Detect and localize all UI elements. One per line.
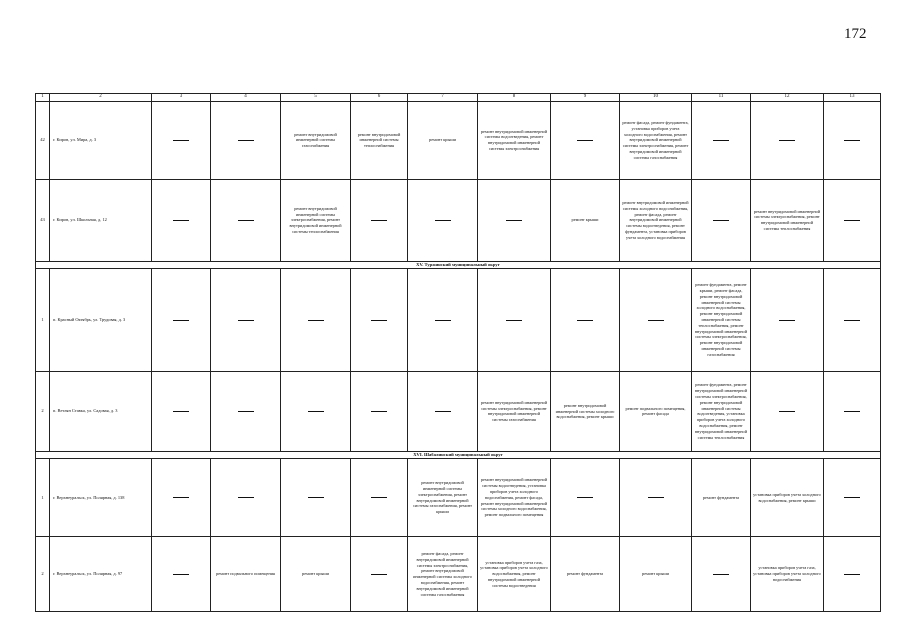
table-row [36, 537, 881, 612]
empty-dash [308, 497, 324, 498]
empty-dash [577, 497, 593, 498]
column-number: 9 [551, 94, 620, 102]
section-header-row [36, 451, 881, 458]
empty-dash [435, 320, 451, 321]
empty-dash [844, 574, 860, 575]
work-cell: установка приборов учета газа, установка приборов учета холодного водоснабжения, ремонт внутридомовой инженерной системы водоотведения [478, 537, 551, 612]
work-cell [751, 371, 824, 451]
empty-dash [435, 220, 451, 221]
work-cell [281, 268, 351, 371]
work-cell [152, 101, 211, 179]
work-cell [351, 537, 408, 612]
work-cell [408, 371, 478, 451]
empty-dash [371, 574, 387, 575]
work-cell: установка приборов учета газа, установка приборов учета холодного водоснабжения [751, 537, 824, 612]
empty-dash [308, 320, 324, 321]
column-number: 2 [50, 94, 152, 102]
empty-dash [238, 220, 254, 221]
address-cell: п. Ветлян Ставка, ул. Садовая, д. 3 [50, 371, 152, 451]
empty-dash [238, 497, 254, 498]
empty-dash [173, 497, 189, 498]
section-title: XVI. Шабалинский муниципальный округ [36, 451, 881, 458]
table-row [36, 371, 881, 451]
work-cell: ремонт крыши [408, 101, 478, 179]
table-row [36, 459, 881, 537]
section-title: XV. Туржинский муниципальный округ [36, 261, 881, 268]
work-cell [692, 101, 751, 179]
work-cell: ремонт внутридомовой инженерной системы холодного водоснабжения, ремонт фасада, ремонт внутридомовой инженерной системы водоотведения, ремонт фундамента, установка приборов учета холодного водоснабжения [620, 179, 692, 261]
work-cell: ремонт подвального помещения [211, 537, 281, 612]
work-cell [408, 268, 478, 371]
work-cell: ремонт фасада, ремонт внутридомовой инженерной системы электроснабжения, ремонт внутридомовой инженерной системы холодного водоснабжения, ремонт внутридомовой инженерной системы газоснабжения [408, 537, 478, 612]
empty-dash [577, 140, 593, 141]
empty-dash [779, 411, 795, 412]
work-cell [281, 371, 351, 451]
work-cell [692, 537, 751, 612]
work-cell: ремонт внутридомовой инженерной системы теплоснабжения [351, 101, 408, 179]
work-cell [152, 268, 211, 371]
empty-dash [506, 220, 522, 221]
work-cell [351, 459, 408, 537]
work-cell [824, 459, 881, 537]
empty-dash [713, 220, 729, 221]
work-cell [824, 537, 881, 612]
row-number: 2 [36, 371, 50, 451]
table-row [36, 268, 881, 371]
work-cell: ремонт внутридомовой инженерной системы электроснабжения, ремонт внутридомовой инженерной системы газоснабжения, ремонт крыши [408, 459, 478, 537]
empty-dash [238, 320, 254, 321]
work-cell [152, 371, 211, 451]
work-cell [478, 179, 551, 261]
address-cell: г. Киров, ул. Школьная, д. 12 [50, 179, 152, 261]
empty-dash [844, 411, 860, 412]
page-number: 172 [844, 26, 867, 42]
table-row [36, 101, 881, 179]
work-cell [692, 179, 751, 261]
column-number: 7 [408, 94, 478, 102]
row-number: 43 [36, 179, 50, 261]
work-cell [281, 459, 351, 537]
work-cell: ремонт фундамента, ремонт крыши, ремонт фасада, ремонт внутридомовой инженерной системы холодного водоснабжения, ремонт внутридомовой инженерной системы теплоснабжения, ремонт внутридомовой инженерной системы электроснабжения, ремонт внутридомовой инженерной системы газоснабжения [692, 268, 751, 371]
work-cell [211, 101, 281, 179]
capital-repair-schedule-table [35, 93, 881, 612]
work-cell [751, 101, 824, 179]
empty-dash [713, 574, 729, 575]
work-cell: ремонт внутридомовой инженерной системы водоотведения, установка приборов учета холодного водоснабжения, ремонт фасада, ремонт внутридомовой инженерной системы холодного водоснабжения, ремонт подвального помещения [478, 459, 551, 537]
address-cell: г. Верхнеуральск, ул. Полярная, д. 138 [50, 459, 152, 537]
work-cell [351, 268, 408, 371]
row-number: 2 [36, 537, 50, 612]
work-cell: ремонт фундамента, ремонт внутридомовой инженерной системы электроснабжения, ремонт внутридомовой инженерной системы водоотведения, установка приборов учета холодного водоснабжения, ремонт внутридомовой инженерной системы теплоснабжения [692, 371, 751, 451]
address-cell: г. Верхнеуральск, ул. Полярная, д. 97 [50, 537, 152, 612]
work-cell [824, 371, 881, 451]
work-cell [824, 268, 881, 371]
empty-dash [371, 497, 387, 498]
empty-dash [648, 497, 664, 498]
row-number: 42 [36, 101, 50, 179]
empty-dash [648, 320, 664, 321]
work-cell [152, 459, 211, 537]
work-cell: ремонт крыши [620, 537, 692, 612]
empty-dash [844, 220, 860, 221]
empty-dash [435, 411, 451, 412]
empty-dash [779, 320, 795, 321]
empty-dash [844, 497, 860, 498]
empty-dash [371, 220, 387, 221]
work-cell [211, 179, 281, 261]
empty-dash [577, 320, 593, 321]
column-number: 6 [351, 94, 408, 102]
empty-dash [173, 320, 189, 321]
work-cell: ремонт фундамента [551, 537, 620, 612]
empty-dash [238, 140, 254, 141]
column-number: 1 [36, 94, 50, 102]
column-number-row [36, 94, 881, 102]
work-cell [211, 459, 281, 537]
empty-dash [173, 411, 189, 412]
column-number: 5 [281, 94, 351, 102]
empty-dash [238, 411, 254, 412]
empty-dash [308, 411, 324, 412]
work-cell: ремонт внутридомовой инженерной системы холодного водоснабжения, ремонт крыши [551, 371, 620, 451]
section-header-row [36, 261, 881, 268]
work-cell [824, 101, 881, 179]
empty-dash [371, 320, 387, 321]
work-cell: ремонт фасада, ремонт фундамента, установка приборов учета холодного водоснабжения, ремонт внутридомовой инженерной системы электроснабжения, ремонт внутридомовой инженерной системы газоснабжения [620, 101, 692, 179]
work-cell: ремонт фундамента [692, 459, 751, 537]
empty-dash [779, 140, 795, 141]
empty-dash [844, 140, 860, 141]
work-cell [211, 268, 281, 371]
work-cell [211, 371, 281, 451]
work-cell [620, 459, 692, 537]
work-cell: ремонт подвального помещения, ремонт фасада [620, 371, 692, 451]
work-cell [551, 268, 620, 371]
column-number: 12 [751, 94, 824, 102]
empty-dash [173, 220, 189, 221]
work-cell [551, 459, 620, 537]
empty-dash [371, 411, 387, 412]
work-cell [351, 179, 408, 261]
work-cell [152, 179, 211, 261]
work-cell: ремонт внутридомовой инженерной системы электроснабжения, ремонт внутридомовой инженерной системы газоснабжения [478, 371, 551, 451]
empty-dash [506, 320, 522, 321]
work-cell [824, 179, 881, 261]
row-number: 1 [36, 268, 50, 371]
table-row [36, 179, 881, 261]
row-number: 1 [36, 459, 50, 537]
work-cell [751, 268, 824, 371]
empty-dash [844, 320, 860, 321]
empty-dash [173, 574, 189, 575]
work-cell [351, 371, 408, 451]
address-cell: г. Киров, ул. Мира, д. 3 [50, 101, 152, 179]
work-cell: установка приборов учета холодного водоснабжения, ремонт крыши [751, 459, 824, 537]
work-cell [152, 537, 211, 612]
work-cell [478, 268, 551, 371]
address-cell: п. Красный Октябрь, ул. Трудовая, д. 3 [50, 268, 152, 371]
empty-dash [173, 140, 189, 141]
work-cell: ремонт внутридомовой инженерной системы электроснабжения, ремонт внутридомовой инженерной системы теплоснабжения [751, 179, 824, 261]
work-cell [551, 101, 620, 179]
column-number: 11 [692, 94, 751, 102]
work-cell: ремонт внутридомовой инженерной системы газоснабжения [281, 101, 351, 179]
work-cell: ремонт внутридомовой инженерной системы электроснабжения, ремонт внутридомовой инженерной системы теплоснабжения [281, 179, 351, 261]
work-cell: ремонт крыши [551, 179, 620, 261]
column-number: 4 [211, 94, 281, 102]
work-cell [408, 179, 478, 261]
column-number: 13 [824, 94, 881, 102]
empty-dash [713, 140, 729, 141]
column-number: 3 [152, 94, 211, 102]
work-cell: ремонт крыши [281, 537, 351, 612]
work-cell: ремонт внутридомовой инженерной системы водоотведения, ремонт внутридомовой инженерной системы электроснабжения [478, 101, 551, 179]
column-number: 8 [478, 94, 551, 102]
work-cell [620, 268, 692, 371]
column-number: 10 [620, 94, 692, 102]
